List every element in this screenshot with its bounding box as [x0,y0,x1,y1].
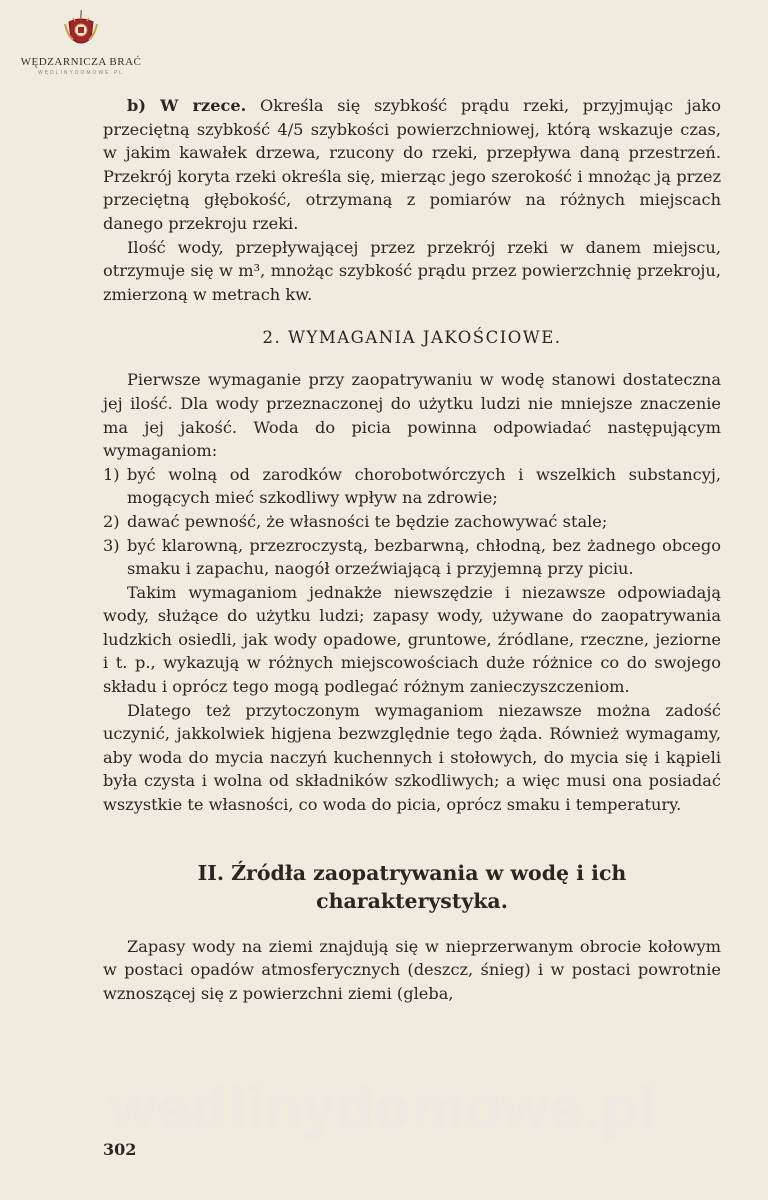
paragraph-water-cycle: Zapasy wody na ziemi znajdują się w nieprzerwanym obrocie kołowym w postaci opadów atmosferycznych (deszcz, śnieg) i w postaci powrotnie wznoszącej się z powierzchni ziemi (gleba, [103,936,721,1003]
logo-name: WĘDZARNICZA BRAĆ [20,56,142,68]
paragraph-text: Określa się szybkość prądu rzeki, przyjmując jako przeciętną szybkość 4/5 szybkości powierzchniowej, którą wskazuje czas, w jakim kawałek drzewa, rzucony do rzeki, przepływa daną przestrzeń. Przekrój koryta rzeki określa się, mierząc jego szerokość i mnożąc ją przez przeciętną głębokość, otrzymaną z pomiarów na różnych miejscach danego przekroju rzeki. [103,96,721,233]
list-item-text: dawać pewność, że własności te będzie zachowywać stale; [127,511,608,531]
page-number: 302 [103,1140,137,1159]
list-item-text: być klarowną, przezroczystą, bezbarwną, chłodną, bez żadnego obcego smaku i zapachu, naogół orzeźwiającą i przyjemną przy piciu. [127,535,721,579]
list-item-text: być wolną od zarodków chorobotwórczych i wszelkich substancyj, mogących mieć szkodliwy wpływ na zdrowie; [127,464,721,508]
list-number: 1) [103,464,120,484]
paragraph-hygiene: Dlatego też przytoczonym wymaganiom niezawsze można zadość uczynić, jakkolwiek higjena bezwzględnie tego żąda. Również wymagamy, aby woda do mycia naczyń kuchennych i stołowych, do mycia się i kąpieli była czysta i wolna od składników szkodliwych; a więc musi ona posiadać wszystkie te własności, co woda do picia, oprócz smaku i temperatury. [103,700,721,815]
site-logo[interactable] [18,8,144,76]
chapter-heading-line: charakterystyka. [316,888,508,913]
paragraph-water-sources: Takim wymaganiom jednakże niewszędzie i niezawsze odpowiadają wody, służące do użytku ludzi; zapasy wody, używane do zaopatrywania ludzkich osiedli, jak wody opadowe, gruntowe, źródlane, rzeczne, jeziorne i t. p., wykazują w różnych miejscowościach duże różnice co do swojego składu i oprócz tego mogą podlegać różnym zanieczyszczeniom. [103,582,721,697]
list-item [103,463,721,510]
list-item [103,510,721,534]
paragraph-requirements-intro: Pierwsze wymaganie przy zaopatrywaniu w wodę stanowi dostateczna jej ilość. Dla wody przeznaczonej do użytku ludzi nie mniejsze znaczenie ma jej jakość. Woda do picia powinna odpowiadać następującym wymaganiom: [103,370,721,461]
paragraph-lead: b) W rzece. [127,96,247,115]
logo-url: WĘDLINYDOMOWE.PL [38,70,124,76]
paragraph-flow-volume: Ilość wody, przepływającej przez przekrój rzeki w danem miejscu, otrzymuje się w m³, mnożąc szybkość prądu przez powierzchnię przekroju, zmierzoną w metrach kw. [103,237,721,304]
list-item [103,534,721,581]
paragraph-river [103,94,721,236]
list-number: 2) [103,511,120,531]
requirements-list [103,463,721,581]
crest-icon [61,8,101,52]
page-content [103,94,721,1005]
chapter-heading [103,859,721,915]
chapter-heading-line: II. Źródła zaopatrywania w wodę i ich [197,860,627,885]
list-number: 3) [103,535,120,555]
watermark: wedlinydomowe.pl [110,1076,658,1141]
section-heading: 2. WYMAGANIA JAKOŚCIOWE. [262,328,562,348]
